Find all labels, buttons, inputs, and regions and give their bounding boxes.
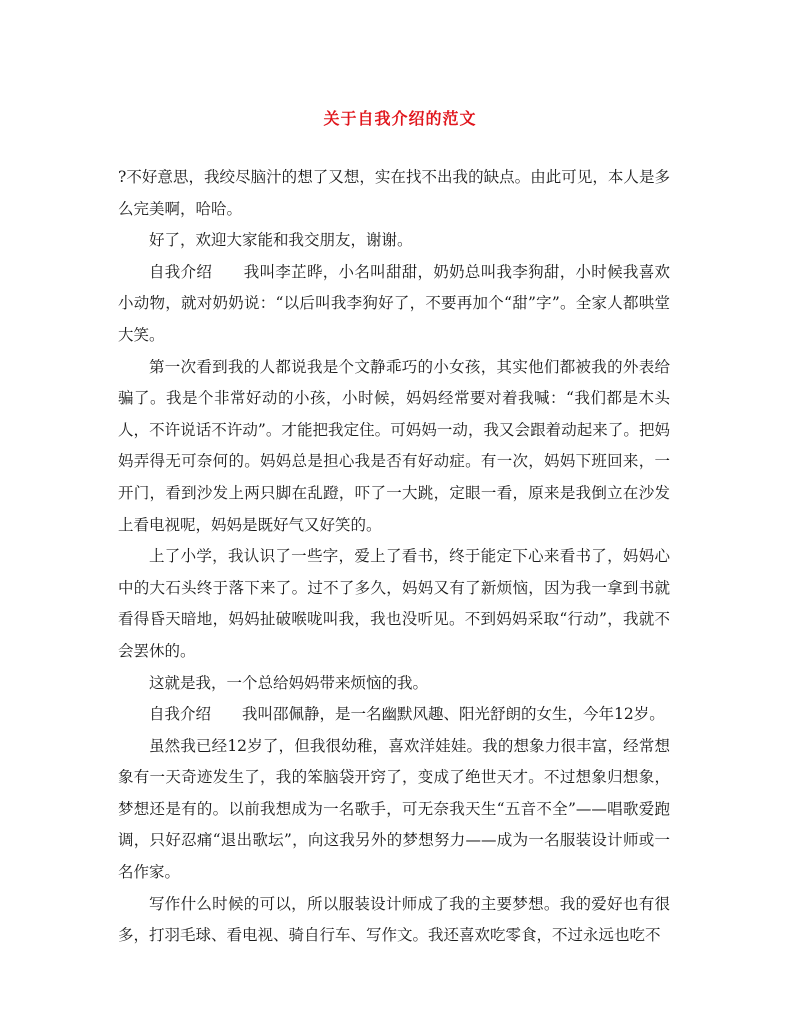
paragraph: 虽然我已经12岁了，但我很幼稚，喜欢洋娃娃。我的想象力很丰富，经常想象有一天奇迹发生了，我的笨脑袋开窍了，变成了绝世天才。不过想象归想象，梦想还是有的。以前我想成为一名歌手，可无奈我天生“五音不全”——唱歌爱跑调，只好忍痛“退出歌坛”，向这我另外的梦想努力——成为一名服装设计师或一名作家。 [118, 736, 670, 882]
paragraph: 自我介绍 我叫邵佩静，是一名幽默风趣、阳光舒朗的女生，今年12岁。 [149, 705, 665, 724]
paragraph: ?不好意思，我绞尽脑汁的想了又想，实在找不出我的缺点。由此可见，本人是多么完美啊，哈哈。 [118, 168, 670, 218]
paragraph: 好了，欢迎大家能和我交朋友，谢谢。 [149, 231, 413, 250]
paragraph: 这就是我，一个总给妈妈带来烦恼的我。 [149, 673, 429, 692]
document-body [118, 162, 670, 952]
document-title: 关于自我介绍的范文 [323, 109, 477, 128]
paragraph: 第一次看到我的人都说我是个文静乖巧的小女孩，其实他们都被我的外表给骗了。我是个非常好动的小孩，小时候，妈妈经常要对着我喊：“我们都是木头人，不许说话不许动”。才能把我定住。可妈妈一动，我又会跟着动起来了。把妈妈弄得无可奈何的。妈妈总是担心我是否有好动症。有一次，妈妈下班回来，一开门，看到沙发上两只脚在乱蹬，吓了一大跳，定眼一看，原来是我倒立在沙发上看电视呢，妈妈是既好气又好笑的。 [118, 357, 670, 534]
paragraph: 写作什么时候的可以，所以服装设计师成了我的主要梦想。我的爱好也有很多，打羽毛球、看电视、骑自行车、写作文。我还喜欢吃零食，不过永远也吃不 [118, 894, 670, 945]
paragraph: 自我介绍 我叫李芷晔，小名叫甜甜，奶奶总叫我李狗甜，小时候我喜欢小动物，就对奶奶说：“以后叫我李狗好了，不要再加个“甜”字”。全家人都哄堂大笑。 [118, 262, 670, 344]
paragraph: 上了小学，我认识了一些字，爱上了看书，终于能定下心来看书了，妈妈心中的大石头终于落下来了。过不了多久，妈妈又有了新烦恼，因为我一拿到书就看得昏天暗地，妈妈扯破喉咙叫我，我也没听见。不到妈妈采取“行动”，我就不会罢休的。 [118, 547, 670, 660]
